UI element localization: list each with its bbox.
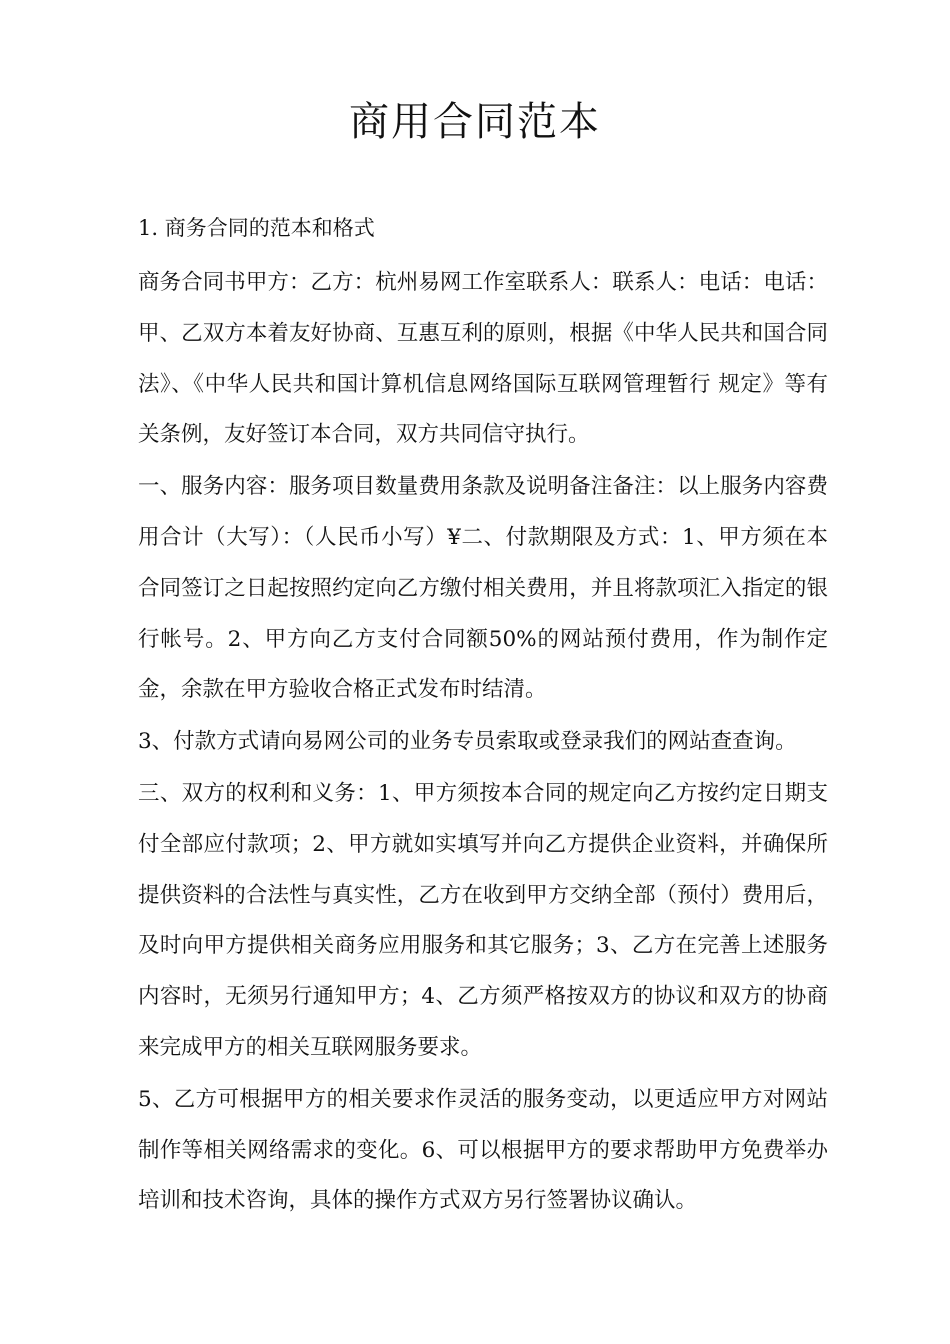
- paragraph-payment-method: 3、付款方式请向易网公司的业务专员索取或登录我们的网站查查询。: [138, 729, 797, 755]
- paragraph-parties: 商务合同书甲方：乙方：杭州易网工作室联系人：联系人：电话：电话：甲、乙双方本着友好协商、互惠互利的原则，根据《中华人民共和国合同法》、《中华人民共和国计算机信息网络国际互联网管理暂行 规定》等有关条例，友好签订本合同，双方共同信守执行。: [138, 270, 828, 448]
- paragraph-rights-obligations: 三、双方的权利和义务：1、甲方须按本合同的规定向乙方按约定日期支付全部应付款项；2、甲方就如实填写并向乙方提供企业资料，并确保所提供资料的合法性与真实性，乙方在收到甲方交纳全部（预付）费用后，及时向甲方提供相关商务应用服务和其它服务；3、乙方在完善上述服务内容时，无须另行通知甲方；4、乙方须严格按双方的协议和双方的协商来完成甲方的相关互联网服务要求。: [138, 780, 828, 1060]
- section-heading: 1. 商务合同的范本和格式: [138, 216, 375, 240]
- paragraph-service-content: 一、服务内容：服务项目数量费用条款及说明备注备注：以上服务内容费用合计（大写）：（人民币小写）¥二、付款期限及方式：1、甲方须在本合同签订之日起按照约定向乙方缴付相关费用，并且将款项汇入指定的银行帐号。2、甲方向乙方支付合同额50%的网站预付费用，作为制作定金，余款在甲方验收合格正式发布时结清。: [138, 474, 828, 703]
- paragraph-service-changes: 5、乙方可根据甲方的相关要求作灵活的服务变动，以更适应甲方对网站制作等相关网络需求的变化。6、可以根据甲方的要求帮助甲方免费举办培训和技术咨询，具体的操作方式双方另行签署协议确认。: [138, 1086, 828, 1214]
- document-title: 商用合同范本: [349, 99, 601, 145]
- document-body: [138, 258, 828, 1228]
